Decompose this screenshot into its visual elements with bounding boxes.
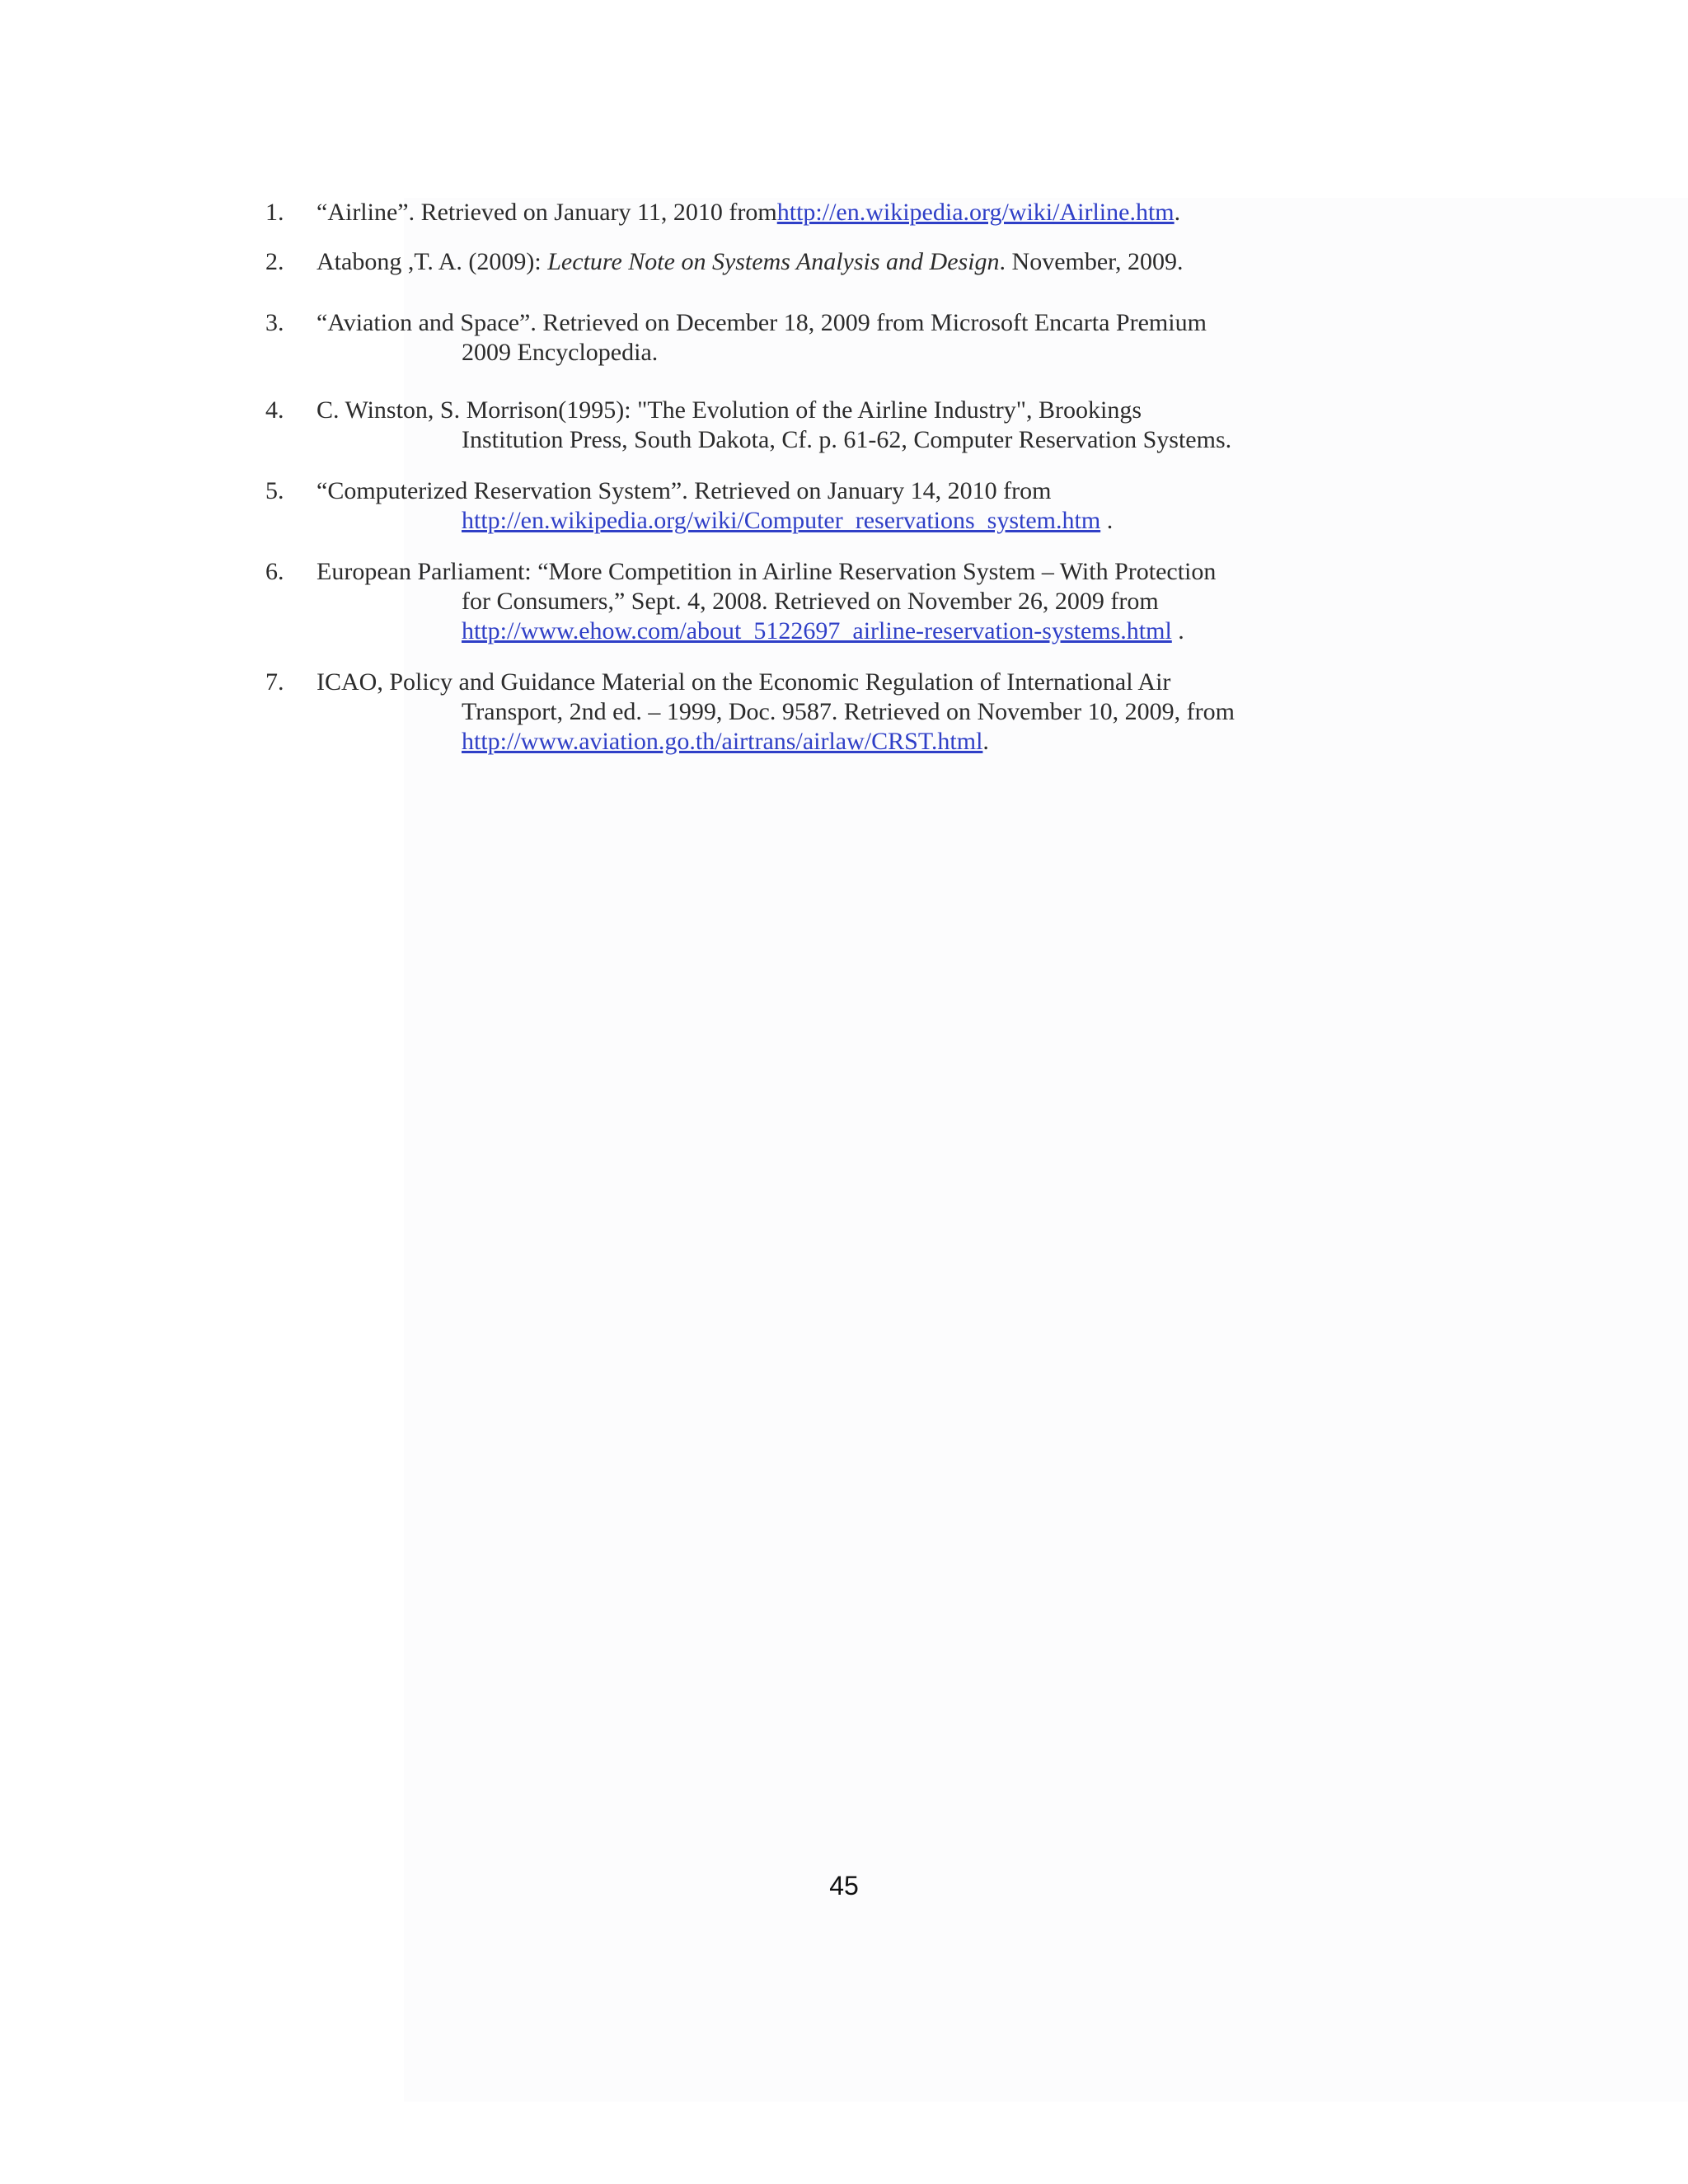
reference-number: 7.: [265, 668, 284, 696]
reference-line: [316, 247, 1183, 277]
reference-number: 2.: [265, 248, 284, 275]
reference-link[interactable]: http://www.aviation.go.th/airtrans/airlaw/CRST.html: [462, 728, 983, 755]
reference-title: Lecture Note on Systems Analysis and Design: [547, 248, 1000, 275]
reference-punctuation: .: [1171, 617, 1184, 644]
reference-line-1: “Computerized Reservation System”. Retrieved on January 14, 2010 from: [316, 477, 1052, 504]
reference-number: 6.: [265, 558, 284, 585]
reference-number: 4.: [265, 396, 284, 424]
reference-punctuation: .: [982, 728, 989, 755]
reference-number: 3.: [265, 309, 284, 336]
reference-link[interactable]: http://www.ehow.com/about_5122697_airline-reservation-systems.html: [462, 617, 1172, 644]
reference-text: Atabong ,T. A. (2009):: [316, 248, 548, 275]
reference-line-1: C. Winston, S. Morrison(1995): "The Evolution of the Airline Industry", Brookings: [316, 396, 1142, 424]
reference-link[interactable]: http://en.wikipedia.org/wiki/Airline.htm: [776, 199, 1175, 226]
reference-line-2: 2009 Encyclopedia.: [462, 339, 659, 366]
reference-line-3: [462, 727, 989, 757]
reference-number: 1.: [265, 199, 284, 226]
reference-line-2: [462, 506, 1113, 536]
reference-line: [316, 198, 1180, 227]
reference-link[interactable]: http://en.wikipedia.org/wiki/Computer_reservations_system.htm: [462, 507, 1101, 534]
reference-line-1: “Aviation and Space”. Retrieved on December 18, 2009 from Microsoft Encarta Premium: [316, 309, 1207, 336]
reference-number: 5.: [265, 477, 284, 504]
reference-line-1: European Parliament: “More Competition in Airline Reservation System – With Protection: [316, 558, 1217, 585]
reference-text: “Airline”. Retrieved on January 11, 2010 from: [316, 199, 777, 226]
reference-punctuation: .: [1174, 199, 1181, 226]
reference-punctuation: .: [1100, 507, 1114, 534]
reference-text-end: . November, 2009.: [999, 248, 1184, 275]
reference-line-3: [462, 616, 1184, 646]
reference-line-2: Transport, 2nd ed. – 1999, Doc. 9587. Retrieved on November 10, 2009, from: [462, 698, 1235, 725]
reference-line-2: Institution Press, South Dakota, Cf. p. 61-62, Computer Reservation Systems.: [462, 426, 1232, 453]
reference-line-2: for Consumers,” Sept. 4, 2008. Retrieved on November 26, 2009 from: [462, 588, 1159, 615]
page-number: 45: [829, 1871, 859, 1900]
reference-line-1: ICAO, Policy and Guidance Material on the Economic Regulation of International Air: [316, 668, 1171, 696]
